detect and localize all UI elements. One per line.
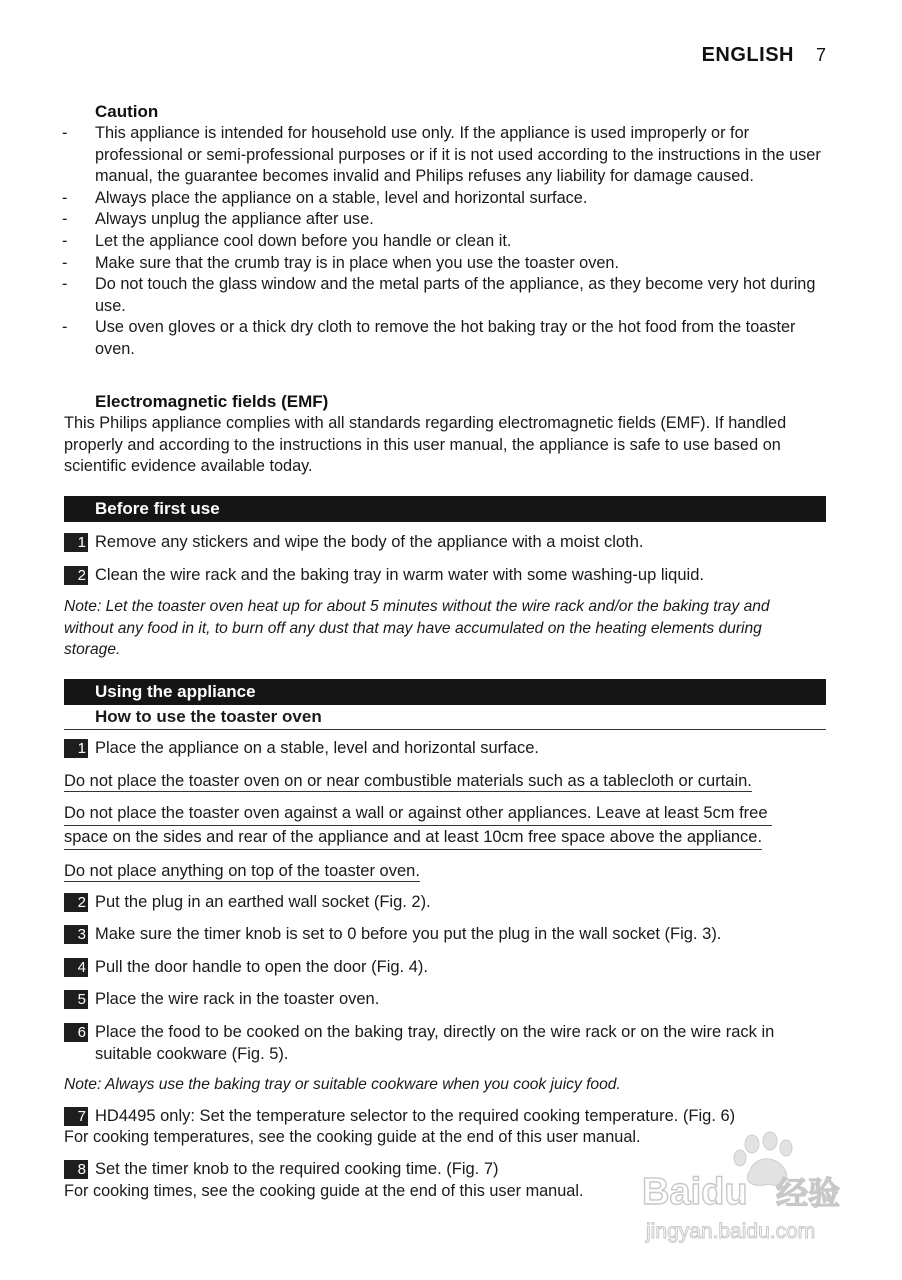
list-item: - This appliance is intended for household use only. If the appliance is used improperly or for professional or semi-professional purposes or if it is not used according to the instructions in the user manual, the guarantee becomes invalid and Philips refuses any liability for damage caused. [62,124,821,186]
step-item: 2 Clean the wire rack and the baking tray in warm water with some washing-up liquid. [0,565,832,587]
emf-text: This Philips appliance complies with all standards regarding electromagnetic fields (EMF). If handled properly and according to the instructions in this user manual, the appliance is safe to use based on scientific evidence available today. [64,414,787,476]
step-item: 4 Pull the door handle to open the door (Fig. 4). [0,957,832,979]
step-number: 2 [64,893,88,912]
baidu-paw-icon [640,1130,850,1250]
note-text: Note: Let the toaster oven heat up for about 5 minutes without the wire rack and/or the baking tray and without any food in it, to burn off any dust that may have accumulated on the heating elements during storage. [64,598,770,659]
svg-text:jingyan.baidu.com: jingyan.baidu.com [646,1220,816,1243]
baidu-watermark [640,1130,850,1250]
step-number: 1 [64,739,88,758]
step-number: 1 [64,533,88,552]
svg-text:经验: 经验 [776,1174,841,1212]
list-item: - Always unplug the appliance after use. [62,210,374,229]
step-number: 5 [64,990,88,1009]
step-item: 5 Place the wire rack in the toaster oven. [0,989,832,1011]
subsection-title-how-to-use: How to use the toaster oven [64,705,826,730]
step-item: 1 Remove any stickers and wipe the body of the appliance with a moist cloth. [0,532,832,554]
step-number: 3 [64,925,88,944]
warning-2: Do not place the toaster oven against a wall or against other appliances. Leave at least 5cm free space on the sides and rear of the appliance and at least 10cm free space above the appliance. [64,802,822,850]
step-number: 2 [64,566,88,585]
page-header [702,44,826,67]
caution-section [0,101,902,361]
section-title-using: Using the appliance [64,679,826,705]
step-follow-text: For cooking times, see the cooking guide at the end of this user manual. [64,1181,584,1200]
step-number: 7 [64,1107,88,1126]
note-text: Note: Always use the baking tray or suitable cookware when you cook juicy food. [64,1076,621,1094]
section-title-before-first-use: Before first use [64,496,826,522]
page-number: 7 [815,45,826,65]
language-label: ENGLISH [701,44,794,66]
list-item: - Do not touch the glass window and the metal parts of the appliance, as they become very hot during use. [62,275,816,315]
emf-title: Electromagnetic fields (EMF) [95,392,329,411]
caution-list [0,123,902,361]
list-item: - Let the appliance cool down before you handle or clean it. [62,231,512,250]
step-item: 7 HD4495 only: Set the temperature selector to the required cooking temperature. (Fig. 6) [0,1106,832,1128]
list-item: - Use oven gloves or a thick dry cloth to remove the hot baking tray or the hot food from the toaster oven. [62,318,796,358]
emf-section [0,391,902,478]
step-item: 2 Put the plug in an earthed wall socket (Fig. 2). [0,892,832,914]
before-first-use-section [0,496,902,661]
step-item: 6 Place the food to be cooked on the baking tray, directly on the wire rack or on the wire rack in suitable cookware (Fig. 5). [0,1022,832,1065]
step-item: 8 Set the timer knob to the required cooking time. (Fig. 7) [0,1159,832,1181]
list-item: - Always place the appliance on a stable, level and horizontal surface. [62,188,588,207]
using-section [0,679,902,1202]
step-number: 4 [64,958,88,977]
step-number: 8 [64,1160,88,1179]
list-item: - Make sure that the crumb tray is in place when you use the toaster oven. [62,253,619,272]
step-follow-text: For cooking temperatures, see the cooking guide at the end of this user manual. [64,1128,641,1147]
step-item: 1 Place the appliance on a stable, level and horizontal surface. [0,738,832,760]
warning-3: Do not place anything on top of the toaster oven. [64,861,420,880]
step-number: 6 [64,1023,88,1042]
svg-text:Baidu: Baidu [642,1171,748,1213]
step-item: 3 Make sure the timer knob is set to 0 before you put the plug in the wall socket (Fig. 3). [0,924,832,946]
caution-title: Caution [95,102,159,121]
warning-1: Do not place the toaster oven on or near combustible materials such as a tablecloth or curtain. [64,771,752,790]
